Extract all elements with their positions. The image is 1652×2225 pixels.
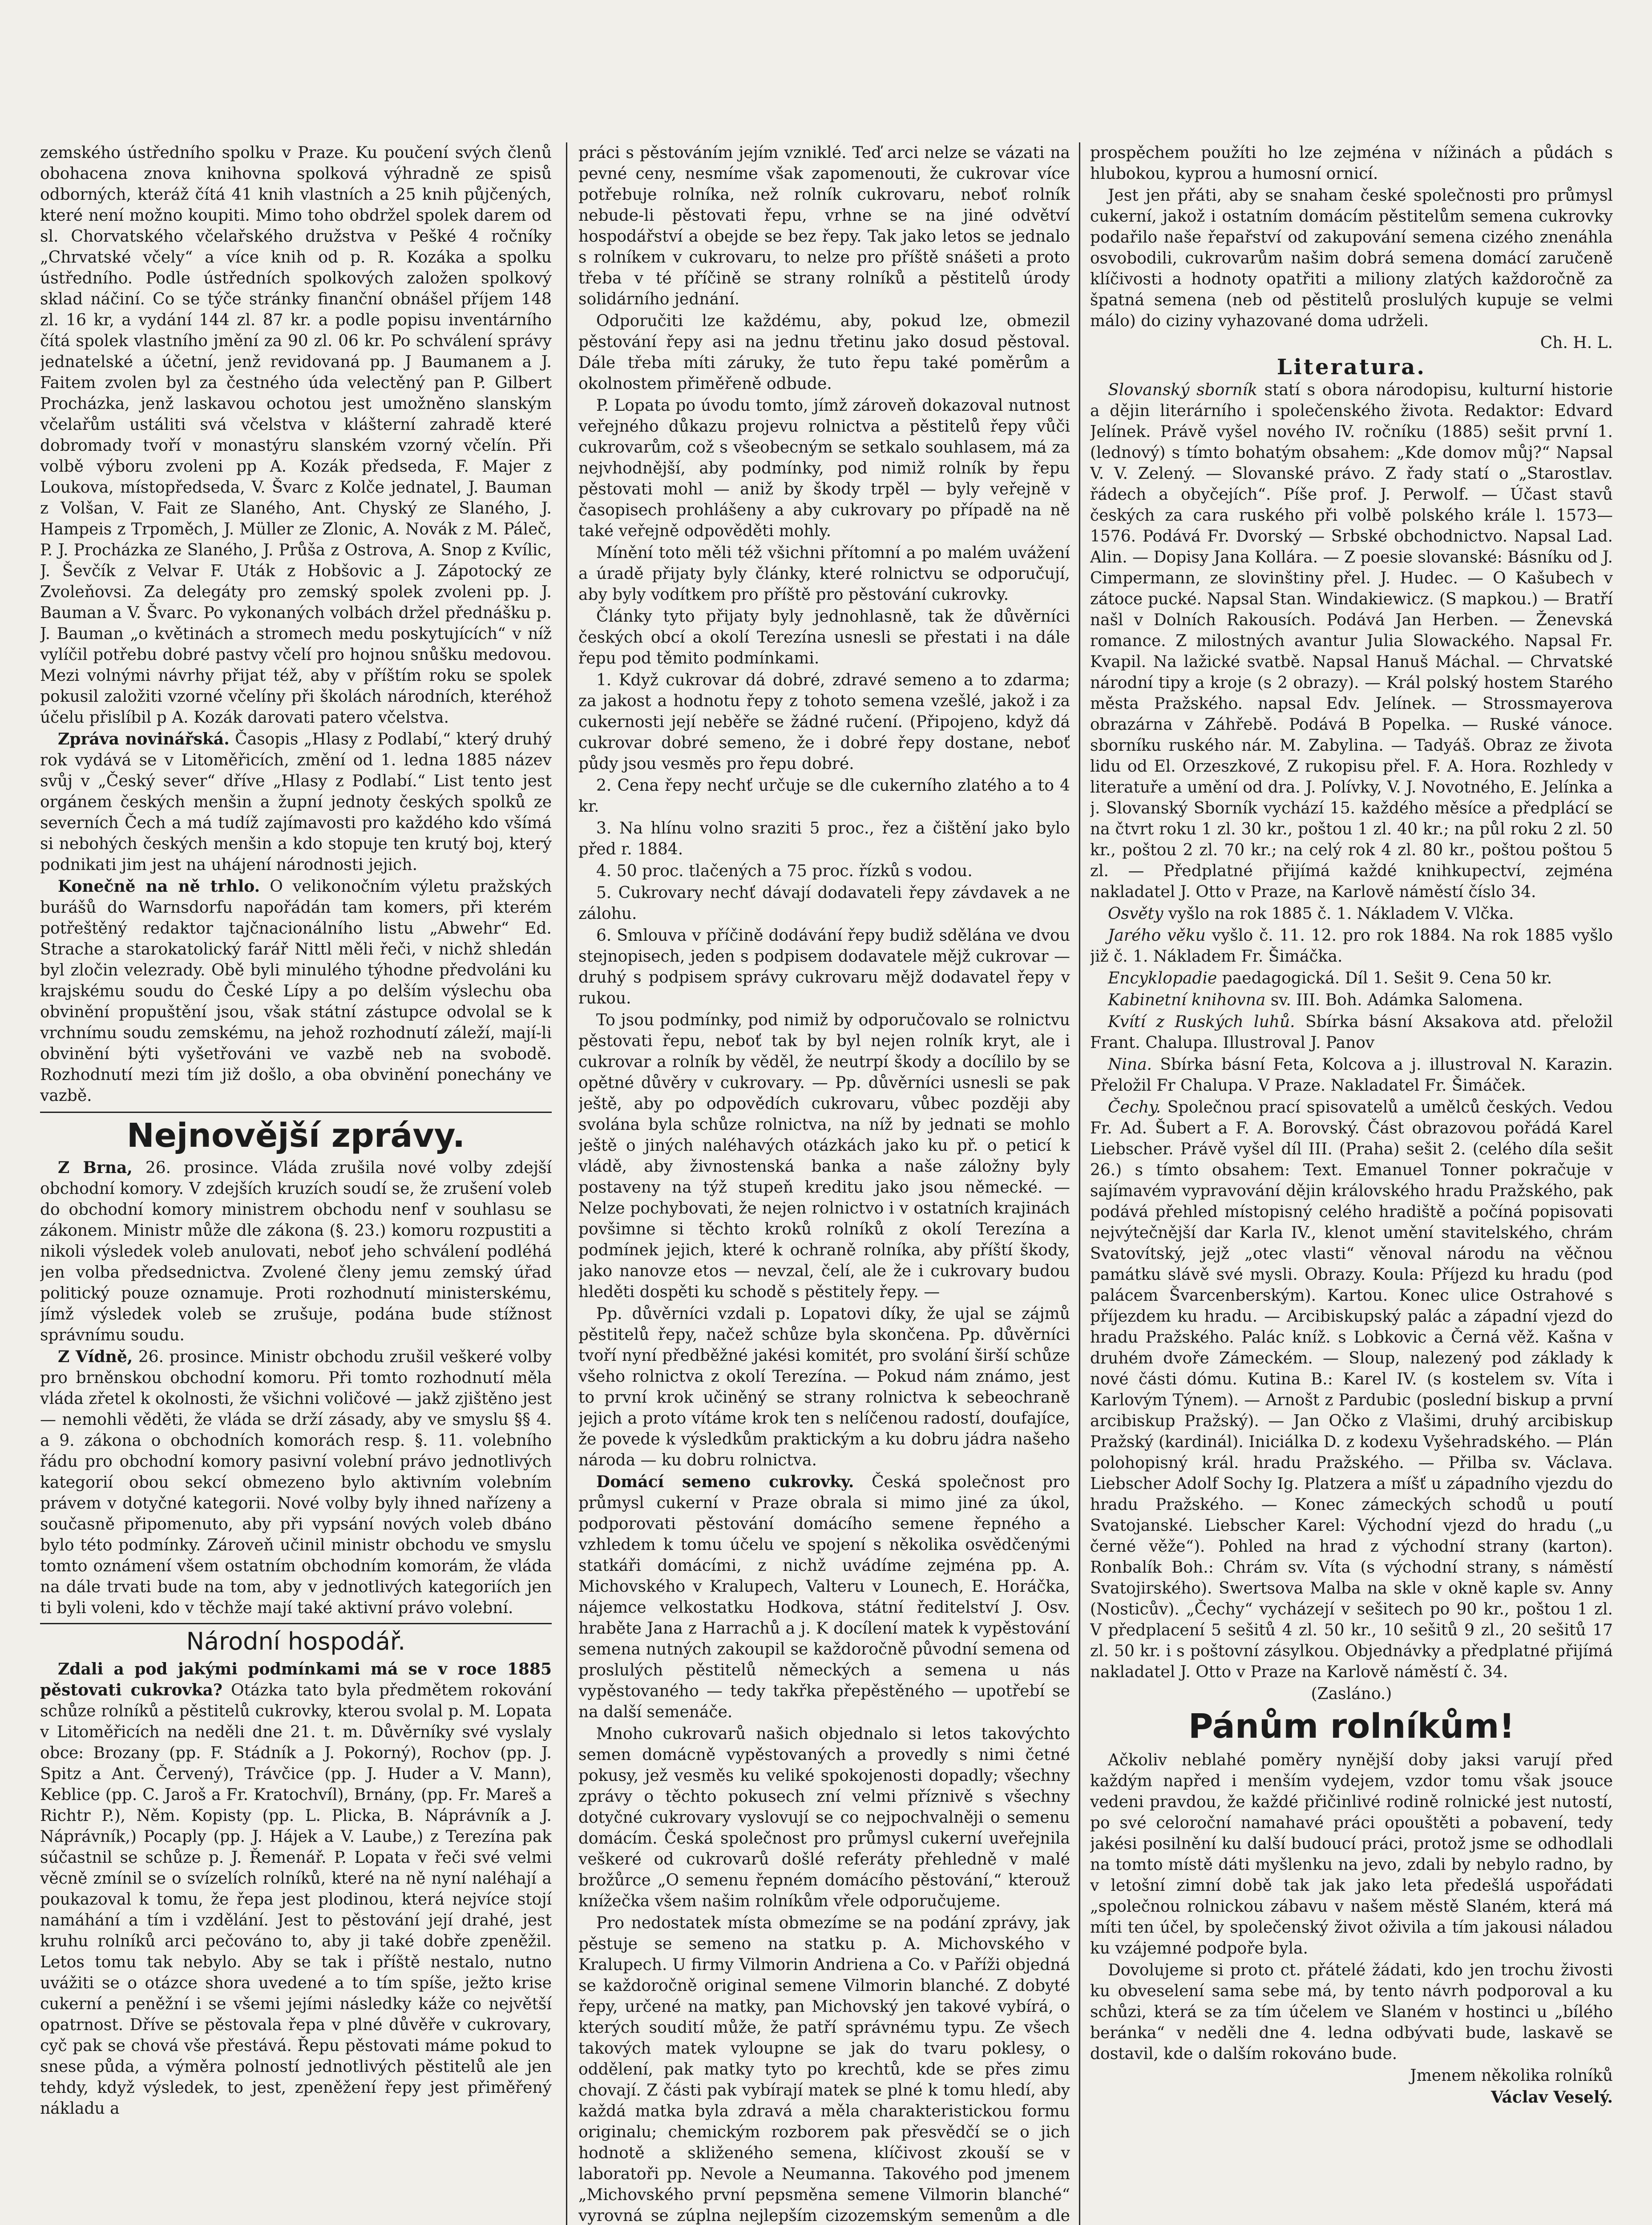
- article-text: Pp. důvěrníci vzdali p. Lopatovi díky, že ujal se zájmů pěstitelů řepy, načež schůze byla skončena. Pp. důvěrníci tvoří nyní předběžné jakési komitét, pro svolání širší schůze všeho rolnictva z okolí Terezína. — Pokud nám známo, jest to první krok učiněný se strany rolnictva k sebeochraně jejich a proto vítáme krok ten s nelíčenou radostí, doufajíce, že povede k výsledkům praktickým a ku dobru jádra našeho národa — ku dobru rolnictva.: [578, 1305, 1070, 1469]
- article-text: O velikonočním výletu pražských burášů do Warnsdorfu napořádán tam komers, při kterém potřeštěný redaktor tajčnacionálního listu „Abwehr“ Ed. Strache a starokatolický farář Nittl měli řeči, v nichž shledán byl zločin velezrady. Obě byli minulého týhodne předvoláni ku krajskému soudu do České Lípy a po delším výslechu oba obvinění propuštění jsou, však státní zástupce odvolal se k vrchnímu soudu zemskému, na jehož rozhodnutí záleží, mají-li obvinění býti vyšetřováni ve vazbě neb na svobodě. Rozhodnutí mezi tím již došlo, a oba obvinění ponechány ve vazbě.: [40, 878, 552, 1105]
- publication-title: Encyklopadie: [1108, 969, 1217, 987]
- condition-item: 3. Na hlínu volno sraziti 5 proc., řez a čištění jako bylo před r. 1884.: [578, 819, 1070, 858]
- literature-item: [1090, 990, 1613, 1011]
- article-text: zemského ústředního spolku v Praze. Ku poučení svých členů obohacena znova knihovna spolková výhradně ze spisů odborných, kteráž čítá 41 knih vlastních a 25 knih půjčených, které není možno koupiti. Mimo toho obdržel spolek darem od sl. Chorvatského včelařského družstva v Pešké 4 ročníky „Chrvatské včely“ a více knih od p. R. Kozáka a spolku ústředního. Podle ústředních spolkových založen spolkový sklad náčiní. Co se týče stránky finanční obnášel příjem 148 zl. 16 kr, a vydání 144 zl. 87 kr. a podle popisu inventárního čítá spolek vlastního jmění za 90 zl. 06 kr. Po schválení správy jednatelské a účetní, jenž revidovaná pp. J Baumanem a J. Faitem zvolen byl za čestného úda velectěný pan P. Gilbert Procházka, jenž laskavou ochotou jest umožněno slanským včelařům ustáliti svá včelstva v klášterní zahradě které dobromady tvoří v monastýru slanském vzorný včelín. Při volbě výboru zvoleni pp A. Kozák předseda, F. Majer z Loukova, místopředseda, V. Švarc z Kolče jednatel, J. Bauman z Volšan, V. Fait ze Slaného, Ant. Chyský ze Slaného, J. Hampeis z Trpoměch, J. Müller ze Zlonic, A. Novák z M. Páleč, P. J. Procházka ze Slaného, J. Průša z Ostrova, A. Snop z Kvílic, J. Ševčík z Velvar F. Uták z Hobšovic a J. Zápotocký ze Zvoleňovsi. Za delegáty pro zemský spolek zvoleni pp. J. Bauman a V. Švarc. Po vykonaných volbách držel přednášku p. J. Bauman „o květinách a stromech medu poskytujících“ v níž vylíčil potřebu dobré pastvy včelí pro hojnou snůšku medovou. Mezi volnými návrhy přijat též, aby v příštím roku se spolek pokusil založiti vzorné včelíny při školách národních, kteréhož účelu přislíbil p A. Kozák darovati patero včelstva.: [40, 144, 552, 727]
- news-text: 26. prosince. Vláda zrušila nové volby zdejší obchodní komory. V zdejších kruzích soudí se, že zrušení voleb do obchodní komory ministrem obchodu nenf v souhlasu se zákonem. Ministr může dle zákona (§. 23.) komoru rozpustiti a nikoli výsledek voleb anulovati, neboť jeho schválení podléhá jen volba předsednictva. Zvolené členy jemu zemský úřad politický pouze oznamuje. Proti rozhodnutí ministerskému, jímž výsledek voleb se zrušuje, podána bude stížnost správnímu soudu.: [40, 1159, 552, 1344]
- article-paragraph: [40, 876, 552, 1106]
- article-text: práci s pěstováním jejím vzniklé. Teď arci nelze se vázati na pevné ceny, nesmíme však zapomenouti, že cukrovar více potřebuje rolníka, než rolník cukrovaru, neboť rolník nebude-li pěstovati řepu, vrhne se na jiné odvětví hospodářství a obejde se bez řepy. Tak jako letos se jednalo s rolníkem v cukrovaru, to nelze pro příště snášeti a proto třeba v té příčině se strany rolníků a pěstitelů úrody solidárního jednání.: [578, 144, 1070, 308]
- publication-title: Čechy.: [1108, 1098, 1161, 1117]
- letter-text: Ačkoliv neblahé poměry nynější doby jaksi varují před každým napřed i menším vydejem, vzdor tomu však jsouce vedeni pravdou, že každé přičinlivé rodině rolnické jest nutostí, po své celoroční namahavé práci opouštěti a pobavení, tedy jakési posilnění ku další budoucí práci, protož jsme se odhodlali na tomto místě dáti myšlenku na jevo, zdali by nebylo radno, by v letošní zimní době tak jak jako leta předešlá uspořádati „společnou rolnickou zábavu v našem městě Slaném, která má míti ten účel, by společenský život oživila a tím jakousi náladou ku vzájemné podpoře byla.: [1090, 1751, 1613, 1958]
- author-signature: Ch. H. L.: [1540, 334, 1613, 352]
- article-text: Články tyto přijaty byly jednohlasně, tak že důvěrníci českých obcí a okolí Terezína usnesli se přestati i na dále řepu pod těmito podmínkami.: [578, 607, 1070, 668]
- article-text: To jsou podmínky, pod nimiž by odporučovalo se rolnictvu pěstovati řepu, neboť tak by byl nejen rolník kryt, ale i cukrovar a rolník by věděl, že neutrpí škody a docílilo by se opětné důvěry v cukrovary. — Pp. důvěrníci usnesli se pak ještě, aby po odpovědích cukrovaru, vůbec později aby svolána byla schůze rolnictva, na níž by jednati se mohlo ještě o jiných naléhavých otázkách jako ku př. o peticí k vládě, aby živnostenská banka a naše záložny byly postaveny na týž stupeň kreditu jako jsou německé. — Nelze pochybovati, že nejen rolnictvo i v ostatních krajinách povšimne si těchto kroků rolníků z okolí Terezína a podmínek jejich, které k ochraně rolníka, aby příští škody, jako nanovze etos — nevzal, čelí, ale že i cukrovary budou hleděti dospěti ku schodě s pěstitely řepy. —: [578, 1011, 1070, 1301]
- article-text: Pro nedostatek místa obmezíme se na podání zprávy, jak pěstuje se semeno na statku p. A. Michovského v Kralupech. U firmy Vilmorin Andriena a Co. v Paříži objedná se každoročně original semene Vilmorin blanché. Z dobyté řepy, určené na matky, pan Michovský jen takové vybírá, o kterých soudití může, že patří správnému typu. Ze všech takových matek vyloupne se jak do tvaru poklesy, o oddělení, pak matky tyto po krechtů, kde se přes zimu chovají. Z části pak vybírají matek se plné k tomu hledí, aby každá matka byla zdravá a měla charakteristickou formu originalu; chemickým rozborem pak přesvědčí se o jich hodnotě a skliženého semena, klíčivost zkouší se v laboratoři pp. Nevole a Neumanna. Takového pod jmenem „Michovského první pepsměna semene Vilmorin blanché“ vyrovná se zúplna nejlepším cizozemským semenům a dle: [578, 1914, 1070, 2225]
- literature-text: vyšlo č. 11. 12. pro rok 1884. Na rok 1885 vyšlo již č. 1. Nákladem Fr. Šimáčka.: [1090, 926, 1613, 966]
- column-divider: [1079, 142, 1080, 2225]
- literature-item: [1090, 1054, 1613, 1096]
- article-text: P. Lopata po úvodu tomto, jímž zároveň dokazoval nutnost veřejného důkazu projevu rolnictva a pěstitelů řepy vůči cukrovarům, což s všeobecným se setkalo souhlasem, má za nejvhodnější, aby podmínky, pod nimiž rolník by řepu pěstovati mohl — aniž by škody trpěl — byly veřejně v časopisech prohlášeny a aby cukrovary po případě na ně také veřejně odpověděti mohly.: [578, 396, 1070, 540]
- article-heading: Zpráva novinářská.: [58, 730, 230, 748]
- article-paragraph: [578, 1472, 1070, 1723]
- article-heading: Domácí semeno cukrovky.: [596, 1473, 854, 1491]
- publication-title: Osvěty: [1108, 905, 1163, 923]
- article-heading: Zdali a pod jakými podmínkami má se v roce 1885 pěstovati cukrovka?: [40, 1660, 552, 1699]
- article-paragraph: [40, 729, 552, 875]
- letter-text: Dovolujeme si proto ct. přátelé žádati, kdo jen trochu živosti ku obveselení sama sebe má, by tento návrh podporoval a ku schůzi, která se za tím účelem ve Slaném v hostinci u „bílého beránka“ v neděli dne 4. ledna odbývati bude, laskavě se dostavil, kde o dalším rokováno bude.: [1090, 1961, 1613, 2063]
- article-text: Jest jen přáti, aby se snaham české společnosti pro průmysl cukerní, jakož i ostatním domácím pěstitelům semena cukrovky podařilo naše řepařství od zakupování semena cizého znenáhla osvobodili, cukrovarům našim dobrá semena domácí zaručeně klíčivosti a hodnoty opatřiti a miliony zlatých každoročně za špatná semena (neb od pěstitelů proslulých kupuje se velmi málo) do ciziny vyhazované doma udrželi.: [1090, 186, 1613, 330]
- condition-item: 1. Když cukrovar dá dobré, zdravé semeno a to zdarma; za jakost a hodnotu řepy z tohoto semena vzešlé, jakož i za cukernosti její neběře se žádné ručení. (Připojeno, když dá cukrovar dobré semeno, že i dobré řepy dostane, neboť půdy jsou vesměs pro řepu dobré.: [578, 671, 1070, 773]
- article-text: Otázka tato byla předmětem rokování schůze rolníků a pěstitelů cukrovky, kterou svolal p. M. Lopata v Litoměřicích na neděli dne 21. t. m. Důvěrníky své vyslaly obce: Brozany (pp. F. Stádník a J. Pokorný), Rochov (pp. J. Spitz a Ant. Červený), Trávčice (pp. J. Huder a V. Mann), Keblice (pp. C. Jaroš a Fr. Kratochvíl), Brnány, (pp. Fr. Mareš a Richtr P.), Něm. Kopisty (pp. L. Plicka, B. Náprávník a J. Náprávník,) Pocaply (pp. J. Hájek a V. Laube,) z Terezína pak súčastnil se schůze p. J. Řemenář. P. Lopata v řeči své velmi věcně zmínil se o svízelích rolníků, které na ně nyní naléhají a poukazoval k tomu, že řepa jest plodinou, která nejvíce stojí namáhání a tím i vzdělání. Jest to pěstování její drahé, jest kruhu rolníků arci pečováno to, aby ji také dobře zpeněžil. Letos tomu tak nebylo. Aby se tak i příště nestalo, nutno uvážiti se o otázce shora uvedené a to tím spíše, ježto krise cukerní a peněžní i se všemi jejími následky káže co největší opatrnost. Dříve se pěstovala řepa v plné důvěře v cukrovary, cyč pak se chová vše přestává. Řepu pěstovati máme pokud to snese půda, a výměra polností jednotlivých pěstitelů ale jen tehdy, když výsledek, to jest, zpeněžení řepy jest přiměřený nákladu a: [40, 1681, 552, 2118]
- section-title-economy: Národní hospodář.: [40, 1623, 552, 1656]
- condition-item: 4. 50 proc. tlačených a 75 proc. řízků s vodou.: [596, 862, 973, 880]
- article-text: Mínění toto měli též všichni přítomní a po malém uvážení a úradě přijaty byly články, které rolnictvu se odporučují, aby byly vodítkem pro příště pro pěstování cukrovky.: [578, 544, 1070, 604]
- literature-item: [1090, 903, 1613, 924]
- literature-text: paedagogická. Díl 1. Sešit 9. Cena 50 kr.: [1217, 969, 1552, 987]
- literature-text: Sbírka básní Feta, Kolcova a j. illustroval N. Karazin. Přeložil Fr Chalupa. V Praze. Nakladatel Fr. Šimáček.: [1090, 1056, 1613, 1095]
- literature-item: [1090, 380, 1613, 902]
- submitted-label: (Zasláno.): [1311, 1685, 1392, 1703]
- letter-signature-name: Václav Veselý.: [1490, 2088, 1613, 2107]
- publication-title: Slovanský sborník: [1108, 381, 1258, 399]
- section-title-literature: Literatura.: [1276, 355, 1426, 380]
- literature-text: Společnou prací spisovatelů a umělců českých. Vedou Fr. Ad. Šubert a F. A. Borovský. Část obrazovou pořádá Karel Liebscher. Právě vyšel díl III. (Praha) sešit 2. (celého díla sešit 26.) s tímto obsahem: Text. Emanuel Tonner pokračuje v sajímavém vypravování dějin královského hradu Pražského, pak podává přehled místopisný celého hradiště a počíná popisovati nejvýtečnější dar Karla IV., klenot umění stavitelského, chrám Svatovítský, jejž „otec vlasti“ věnoval národu na věčnou památku slávě své mysli. Obrazy. Koula: Příjezd ku hradu (pod palácem Švarcenberským). Kartou. Konec ulice Ostrahové s příjezdem ku hradu. — Arcibiskupský palác a západní vjezd do hradu Pražského. Palác kníž. s Lobkovic a Černá věž. Kašna v druhém dvoře Zámeckém. — Sloup, nalezený pod základy k nové části dómu. Kutina B.: Karel IV. (s kostelem sv. Víta i Karlovým Týnem). — Arnošt z Pardubic (poslední biskup a první arcibiskup Pražský). — Jan Očko z Vlašimi, druhý arcibiskup Pražský (kardinál). Iniciálka D. z kodexu Vyšehradského. — Plán polohopisný král. hradu Pražského. — Přilba sv. Václava. Liebscher Adolf Sochy Ig. Platzera a míšť u západního vjezdu do hradu Pražského. — Konec zámeckých schodů u poutí Svatojanské. Liebscher Karel: Východní vjezd do hradu („u černé věže“). Pohled na hrad z východní strany (karton). Ronbalík Boh.: Chrám sv. Víta (s východní strany, s náměstí Svatojirského). Swertsova Malba na skle v okně kaple sv. Anny (Nosticův). „Čechy“ vycházejí v sešitech po 90 kr., poštou 1 zl. V předplacení 5 sešitů 4 zl. 50 kr., 10 sešitů 9 zl., 20 sešitů 17 zl. 50 kr. i s poštovní zásylkou. Objednávky a předplatné přijímá nakladatel J. Otto v Praze na Karlově náměstí č. 34.: [1090, 1098, 1613, 1681]
- condition-item: 5. Cukrovary nechť dávají dodavateli řepy závdavek a ne zálohu.: [578, 884, 1070, 923]
- condition-item: 2. Cena řepy nechť určuje se dle cukerního zlatého a to 4 kr.: [578, 777, 1070, 816]
- article-text: Časopis „Hlasy z Podlabí,“ který druhý rok vydává se v Litoměřicích, změní od 1. ledna 1885 název svůj v „Český sever“ dříve „Hlasy z Podlabí.“ List tento jest orgánem českých menšin a župní jednoty českých spolků ze severních Čech a má tudíž zajímavosti pro každého kdo všímá si nebohých českých menšin a kdo stopuje ten krutý boj, který podnikati jim jest na uhájení národnosti jejich.: [40, 730, 552, 874]
- condition-item: 6. Smlouva v příčině dodávání řepy budiž sdělána ve dvou stejnopisech, jeden s podpisem dodavatele mějž cukrovar — druhý s podpisem správy cukrovaru mějž dodavatel řepy v rukou.: [578, 926, 1070, 1007]
- publication-title: Kvítí z Ruských luhů.: [1108, 1013, 1295, 1031]
- publication-title: Nina.: [1108, 1056, 1152, 1074]
- literature-item: [1090, 968, 1613, 989]
- news-item: [40, 1157, 552, 1346]
- section-title-news: Nejnovější zprávy.: [40, 1112, 552, 1155]
- article-paragraph: [40, 1659, 552, 2119]
- column-right: [1090, 142, 1613, 2225]
- article-text: Česká společnost pro průmysl cukerní v Praze obrala si mimo jiné za úkol, podporovati pěstování domácího semene řepného a vzhledem k tomu účelu ve spojení s několika osvědčenými statkáři domácími, z nichž uvádíme zejména pp. A. Michovského v Kralupech, Valteru v Lounech, E. Horáčka, nájemce velkostatku Hodkova, státní ředitelství J. Osv. hraběte Jana z Harrachů a j. K docílení matek k vypěstování semena nutných zakoupil se každoročně původní semena od proslulých pěstitelů německých a semena u nás vypěstovaného — tedy takřka přepěstěného — upotřebí se na další semenáče.: [578, 1473, 1070, 1721]
- literature-item: [1090, 1011, 1613, 1053]
- article-text: prospěchem použíti ho lze zejména v nížinách a půdách s hlubokou, kyprou a humosní ornicí.: [1090, 144, 1613, 183]
- news-text: 26. prosince. Ministr obchodu zrušil veškeré volby pro brněnskou obchodní komoru. Při tomto rozhodnutí měla vláda zřetel k okolnosti, že všichni voličové — jakž zjištěno jest — nemohli věděti, že vláda se drží zásady, aby ve smyslu §§ 4. a 9. zákona o obchodních komorách resp. §. 11. volebního řádu pro obchodní komory pasivní volební právo jednotlivých kategorií obou sekcí obmezeno bylo aktivním volebním právem v dotyčné kategorii. Nové volby byly ihned nařízeny a současně připomenuto, aby při vypsání nových voleb dbáno bylo této podmínky. Zároveň učinil ministr obchodu ve smyslu tomto oznámení všem ostatním obchodním komorám, že vláda na dále trvati bude na tom, aby v jednotlivých kategoriích jen ti byli voleni, kdo v těchže mají také aktivní právo volební.: [40, 1348, 552, 1617]
- publication-title: Kabinetní knihovna: [1108, 991, 1266, 1009]
- news-dateline: Z Brna,: [58, 1158, 133, 1177]
- literature-item: [1090, 925, 1613, 967]
- article-heading: Konečně na ně trhlo.: [58, 877, 260, 896]
- news-dateline: Z Vídně,: [58, 1347, 133, 1366]
- literature-text: statí s obora národopisu, kulturní historie a dějin literárního i společenského života. Redaktor: Edvard Jelínek. Právě vyšel nového IV. ročníku (1885) sešit první 1. (lednový) s tímto bohatým obsahem: „Kde domov můj?“ Napsal V. V. Zelený. — Slovanské právo. Z řady statí o „Starostlav. řádech a obyčejích“. Píše prof. J. Perwolf. — Účast stavů českých za cara ruského při volbě polského krále l. 1573—1576. Podává Fr. Dvorský — Srbské obchodnictvo. Napsal Lad. Alin. — Dopisy Jana Kollára. — Z poesie slovanské: Básníku od J. Cimpermann, ze slovinštiny přel. J. Hudec. — O Kašubech v zátoce pucké. Napsal Stan. Windakiewicz. (S mapkou.) — Bratří našl v Dolních Rakousích. Podává Jan Herben. — Ženevská romance. Z milostných avantur Julia Slowackého. Napsal Fr. Kvapil. Na lažické svatbě. Napsal Hanuš Máchal. — Chrvatské národní tipy a kroje (s 2 obrazy). — Král polský hostem Starého města Pražského. napsal Edv. Jelínek. — Strossmayerova obrazárna v Záhřebě. Podává B Popelka. — Ruské vánoce. sborníku ruského nár. M. Zabylina. — Tadyáš. Obraz ze života lidu od El. Orzeszkové, Z rukopisu přel. F. A. Hora. Rozhledy v literatuře a umění od dra. J. Polívky, V. J. Novotného, E. Jelínka a j. Slovanský Sborník vychází 15. každého měsíce a předplácí se na čtvrt roku 1 zl. 30 kr., poštou 1 zl. 40 kr.; na půl roku 2 zl. 50 kr., poštou 2 zl. 70 kr.; na celý rok 4 zl. 80 kr., poštou poštou 5 zl. — Předplatné přijímá každé knihkupectví, zejména nakladatel J. Otto v Praze, na Karlově náměstí číslo 34.: [1090, 381, 1613, 901]
- literature-text: sv. III. Boh. Adámka Salomena.: [1265, 991, 1523, 1009]
- news-item: [40, 1347, 552, 1618]
- literature-item: [1090, 1097, 1613, 1683]
- letter-signature-line: Jmenem několika rolníků: [1410, 2067, 1613, 2085]
- column-middle: [578, 142, 1070, 2225]
- literature-text: Sbírka básní Aksakova atd. přeložil Frant. Chalupa. Illustroval J. Panov: [1090, 1013, 1613, 1052]
- letter-title: Pánům rolníkům!: [1188, 1706, 1515, 1746]
- column-divider: [566, 142, 567, 2225]
- column-left: [40, 142, 552, 2225]
- publication-title: Jarého věku: [1108, 926, 1206, 945]
- literature-text: vyšlo na rok 1885 č. 1. Nákladem V. Vlčka.: [1163, 905, 1514, 923]
- article-text: Odporučiti lze každému, aby, pokud lze, obmezil pěstování řepy asi na jednu třetinu jako dosud pěstoval. Dále třeba míti záruky, že tuto řepu také poměrům a okolnostem přiměřeně odbude.: [578, 312, 1070, 393]
- article-text: Mnoho cukrovarů našich objednalo si letos takovýchto semen domácně vypěstovaných a provedly s nimi četné pokusy, jež vesměs ku veliké spokojenosti dopadly; všechny zprávy o těchto pokusech zní velmi příznivě s všechny dotyčné cukrovary vyslovují se co nejpochvalněji o semenu domácím. Česká společnost pro průmysl cukerní uveřejnila veškeré od cukrovarů došlé referáty přehledně v malé brožůrce „O semenu řepném domácího pěstování,“ kterouž knížečka všem našim rolníkům vřele odporučujeme.: [578, 1725, 1070, 1910]
